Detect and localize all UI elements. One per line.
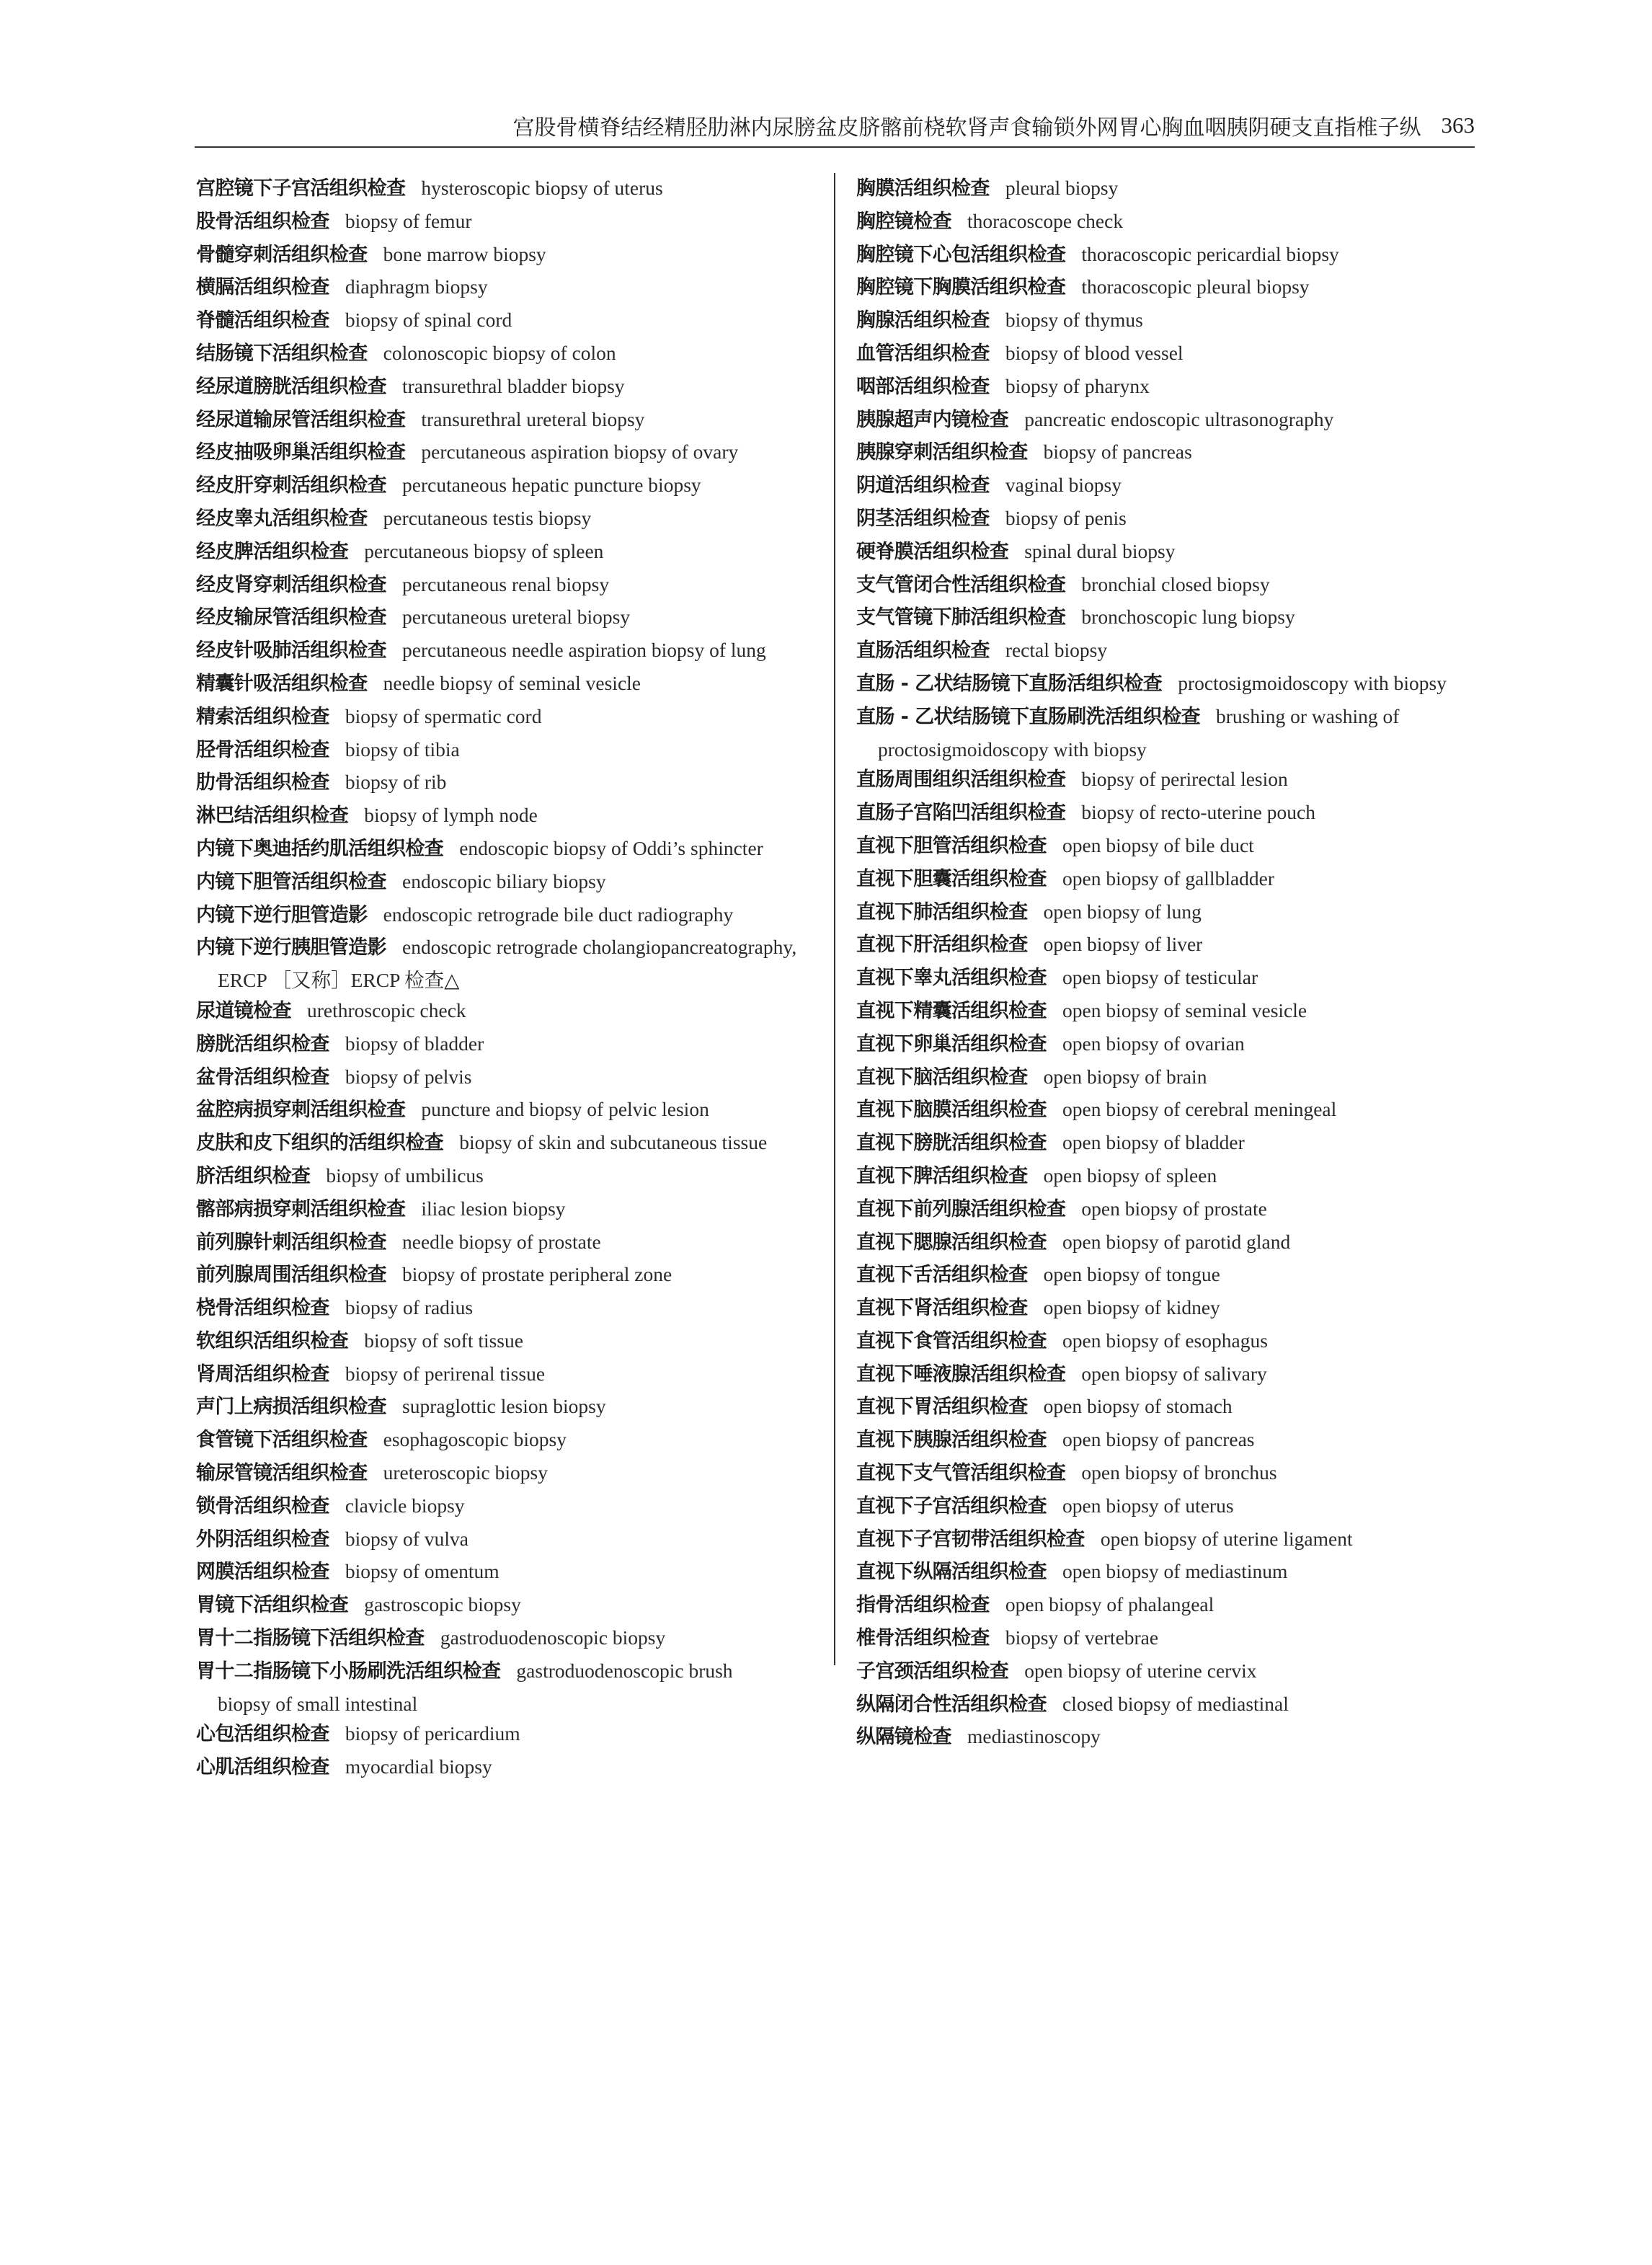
glossary-entry (856, 404, 1478, 438)
term-english: open biopsy of tongue (1043, 1263, 1220, 1286)
term-english: bronchial closed biopsy (1081, 572, 1270, 595)
column-divider (834, 173, 835, 1665)
glossary-entry (856, 272, 1478, 305)
term-english: brushing or washing of (1216, 704, 1400, 727)
glossary-entry (196, 1062, 830, 1095)
glossary-entry (856, 1161, 1478, 1194)
term-chinese: 内镜下逆行胆管造影 (196, 903, 368, 926)
term-chinese: 内镜下奥迪括约肌活组织检查 (196, 837, 444, 860)
glossary-entry (196, 1259, 830, 1293)
term-chinese: 支气管闭合性活组织检查 (856, 573, 1066, 596)
term-english: puncture and biopsy of pelvic lesion (421, 1098, 709, 1121)
term-english: thoracoscopic pleural biopsy (1081, 275, 1310, 298)
term-english: endoscopic retrograde bile duct radiography (383, 903, 734, 926)
glossary-entry (196, 833, 830, 866)
glossary-entry (196, 206, 830, 239)
term-chinese: 直视下肺活组织检查 (856, 900, 1028, 923)
term-chinese: 脐活组织检查 (196, 1164, 311, 1187)
left-column (196, 173, 830, 1785)
term-english: open biopsy of esophagus (1062, 1329, 1268, 1352)
term-chinese: 宫腔镜下子宫活组织检查 (196, 177, 406, 200)
term-english: colonoscopic biopsy of colon (383, 341, 616, 364)
glossary-entry (196, 1524, 830, 1557)
glossary-entry (196, 1391, 830, 1424)
term-english: vaginal biopsy (1005, 474, 1122, 497)
term-chinese: 精囊针吸活组织检查 (196, 672, 368, 695)
term-english: biopsy of omentum (345, 1560, 499, 1583)
glossary-entry (856, 1094, 1478, 1127)
term-chinese: 淋巴结活组织检查 (196, 805, 349, 828)
header-rule (195, 146, 1475, 148)
term-english: biopsy of vulva (345, 1527, 468, 1550)
glossary-entry (196, 569, 830, 603)
glossary-entry (196, 701, 830, 735)
term-english: biopsy of rib (345, 771, 447, 794)
term-english: mediastinoscopy (967, 1725, 1101, 1748)
term-english: bone marrow biopsy (383, 242, 546, 265)
glossary-entry (196, 1094, 830, 1127)
term-english-continuation: biopsy of small intestinal (218, 1692, 418, 1715)
term-english: thoracoscope check (967, 209, 1124, 232)
glossary-entry (856, 1524, 1478, 1557)
term-english: pancreatic endoscopic ultrasonography (1024, 407, 1334, 430)
term-english: needle biopsy of seminal vesicle (383, 671, 641, 694)
glossary-entry (856, 897, 1478, 930)
term-chinese: 阴茎活组织检查 (856, 507, 990, 530)
glossary-entry (196, 996, 830, 1029)
term-english: percutaneous aspiration biopsy of ovary (421, 440, 739, 464)
term-english: percutaneous hepatic puncture biopsy (402, 474, 701, 497)
glossary-entry (196, 735, 830, 768)
glossary-entry (856, 470, 1478, 503)
term-chinese: 支气管镜下肺活组织检查 (856, 606, 1066, 629)
term-chinese: 外阴活组织检查 (196, 1528, 329, 1551)
term-chinese: 直肠活组织检查 (856, 639, 990, 662)
term-chinese: 直肠周围组织活组织检查 (856, 768, 1066, 792)
glossary-entry (196, 1127, 830, 1161)
glossary-entry (856, 1194, 1478, 1227)
term-chinese: 经皮睾丸活组织检查 (196, 507, 368, 530)
glossary-entry (856, 1359, 1478, 1392)
term-english: biopsy of pharynx (1005, 374, 1150, 397)
header-index-characters: 宫股骨横脊结经精胫肋淋内尿膀盆皮脐髂前桡软肾声食输锁外网胃心胸血咽胰阴硬支直指椎子纵 (512, 115, 1421, 141)
term-chinese: 髂部病损穿刺活组织检查 (196, 1197, 406, 1220)
term-chinese: 经皮抽吸卵巢活组织检查 (196, 441, 406, 464)
term-english: biopsy of vertebrae (1005, 1626, 1159, 1649)
running-header (195, 105, 1475, 146)
term-chinese: 网膜活组织检查 (196, 1561, 329, 1584)
glossary-entry (196, 437, 830, 470)
glossary-entry (856, 1259, 1478, 1293)
term-chinese: 直视下肾活组织检查 (856, 1297, 1028, 1320)
glossary-entry (856, 305, 1478, 338)
term-english: esophagoscopic biopsy (383, 1428, 567, 1451)
term-english: hysteroscopic biopsy of uterus (421, 177, 663, 199)
term-chinese: 盆骨活组织检查 (196, 1065, 329, 1089)
term-english: closed biopsy of mediastinal (1062, 1692, 1289, 1715)
term-english: ureteroscopic biopsy (383, 1461, 548, 1484)
glossary-entry (856, 602, 1478, 635)
term-chinese: 心肌活组织检查 (196, 1756, 329, 1779)
glossary-entry (196, 371, 830, 404)
term-english-continuation: ERCP ［又称］ERCP 检查△ (218, 969, 460, 992)
glossary-entry (196, 1326, 830, 1359)
glossary-entry (856, 503, 1478, 536)
term-english: biopsy of radius (345, 1296, 474, 1319)
term-english: open biopsy of pancreas (1062, 1428, 1255, 1451)
glossary-entry (856, 635, 1478, 668)
term-chinese: 直视下子宫韧带活组织检查 (856, 1528, 1085, 1551)
term-chinese: 经尿道输尿管活组织检查 (196, 408, 406, 431)
glossary-entry (856, 1127, 1478, 1161)
term-chinese: 咽部活组织检查 (856, 375, 990, 398)
glossary-entry (196, 272, 830, 305)
term-chinese: 胸腔镜下心包活组织检查 (856, 243, 1066, 266)
term-chinese: 胸膜活组织检查 (856, 177, 990, 200)
term-chinese: 直视下睾丸活组织检查 (856, 967, 1047, 990)
term-chinese: 直视下胰腺活组织检查 (856, 1429, 1047, 1452)
term-chinese: 直视下膀胱活组织检查 (856, 1132, 1047, 1155)
glossary-entry (196, 635, 830, 668)
term-chinese: 直视下舌活组织检查 (856, 1264, 1028, 1287)
term-chinese: 直视下脾活组织检查 (856, 1164, 1028, 1187)
term-chinese: 经皮肾穿刺活组织检查 (196, 573, 386, 596)
glossary-entry (856, 1458, 1478, 1491)
glossary-entry (856, 1326, 1478, 1359)
term-english: biopsy of skin and subcutaneous tissue (459, 1131, 768, 1154)
term-english: open biopsy of bladder (1062, 1131, 1245, 1154)
glossary-entry (196, 239, 830, 272)
term-english: biopsy of spermatic cord (345, 704, 542, 727)
glossary-entry (856, 1227, 1478, 1260)
term-chinese: 脊髓活组织检查 (196, 309, 329, 332)
glossary-entry (196, 900, 830, 933)
glossary-entry (856, 569, 1478, 603)
glossary-entry (856, 371, 1478, 404)
term-chinese: 直视下纵隔活组织检查 (856, 1561, 1047, 1584)
term-english: endoscopic biliary biopsy (402, 869, 606, 892)
glossary-entry (196, 173, 830, 206)
glossary-entry (196, 404, 830, 438)
term-english: biopsy of soft tissue (364, 1329, 523, 1352)
glossary-entry (196, 1719, 830, 1752)
term-english-continuation: proctosigmoidoscopy with biopsy (878, 737, 1147, 761)
glossary-entry (856, 1424, 1478, 1458)
term-english: biopsy of recto-uterine pouch (1081, 801, 1315, 824)
glossary-entry (196, 1458, 830, 1491)
term-english: biopsy of bladder (345, 1032, 484, 1055)
term-chinese: 内镜下逆行胰胆管造影 (196, 936, 386, 959)
term-english: spinal dural biopsy (1024, 539, 1176, 562)
term-chinese: 直视下胆管活组织检查 (856, 834, 1047, 857)
term-english: open biopsy of uterine ligament (1100, 1527, 1353, 1550)
term-chinese: 桡骨活组织检查 (196, 1297, 329, 1320)
glossary-entry (856, 797, 1478, 830)
term-chinese: 皮肤和皮下组织的活组织检查 (196, 1132, 444, 1155)
term-chinese: 软组织活组织检查 (196, 1329, 349, 1352)
term-english: open biopsy of testicular (1062, 966, 1258, 989)
term-chinese: 前列腺周围活组织检查 (196, 1264, 386, 1287)
term-english: open biopsy of parotid gland (1062, 1230, 1291, 1253)
term-chinese: 直视下唾液腺活组织检查 (856, 1362, 1066, 1386)
term-english: open biopsy of uterus (1062, 1494, 1234, 1517)
term-english: diaphragm biopsy (345, 275, 488, 298)
term-english: percutaneous ureteral biopsy (402, 606, 631, 629)
glossary-entry (856, 173, 1478, 206)
term-english: supraglottic lesion biopsy (402, 1395, 606, 1418)
term-chinese: 直视下肝活组织检查 (856, 934, 1028, 957)
glossary-entry (856, 830, 1478, 864)
term-english: endoscopic biopsy of Oddi’s sphincter (459, 836, 763, 859)
term-english: biopsy of pericardium (345, 1722, 520, 1745)
glossary-entry (196, 1029, 830, 1062)
term-chinese: 骨髓穿刺活组织检查 (196, 243, 368, 266)
glossary-entry (196, 1590, 830, 1623)
glossary-entry (856, 437, 1478, 470)
term-chinese: 直视下支气管活组织检查 (856, 1462, 1066, 1485)
term-english: open biopsy of liver (1043, 933, 1203, 956)
term-chinese: 结肠镜下活组织检查 (196, 342, 368, 365)
term-english: open biopsy of salivary (1081, 1362, 1267, 1385)
term-english: open biopsy of bile duct (1062, 833, 1254, 856)
term-chinese: 硬脊膜活组织检查 (856, 540, 1009, 563)
glossary-entry (196, 470, 830, 503)
term-chinese: 膀胱活组织检查 (196, 1032, 329, 1055)
term-chinese: 股骨活组织检查 (196, 210, 329, 233)
glossary-entry (856, 1721, 1478, 1755)
term-chinese: 心包活组织检查 (196, 1723, 329, 1746)
term-chinese: 直肠 - 乙状结肠镜下直肠活组织检查 (856, 672, 1163, 695)
term-english: biopsy of pelvis (345, 1065, 472, 1088)
glossary-entry (196, 866, 830, 900)
glossary-entry (196, 1752, 830, 1785)
glossary-entry (196, 1656, 830, 1719)
term-chinese: 血管活组织检查 (856, 342, 990, 365)
glossary-entry (856, 962, 1478, 996)
glossary-entry (196, 932, 830, 996)
term-english: biopsy of prostate peripheral zone (402, 1263, 672, 1286)
term-english: biopsy of spinal cord (345, 309, 512, 332)
term-chinese: 肾周活组织检查 (196, 1362, 329, 1386)
term-chinese: 胃十二指肠镜下小肠刷洗活组织检查 (196, 1659, 501, 1683)
term-english: biopsy of femur (345, 209, 472, 232)
term-english: open biopsy of cerebral meningeal (1062, 1098, 1337, 1121)
glossary-entry (196, 536, 830, 569)
term-chinese: 声门上病损活组织检查 (196, 1396, 386, 1419)
term-english: open biopsy of stomach (1043, 1395, 1233, 1418)
term-english: biopsy of perirenal tissue (345, 1362, 546, 1385)
term-english: rectal biopsy (1005, 639, 1108, 662)
term-english: open biopsy of spleen (1043, 1163, 1217, 1187)
right-column (856, 173, 1478, 1755)
term-english: open biopsy of gallbladder (1062, 866, 1275, 890)
term-english: open biopsy of seminal vesicle (1062, 998, 1307, 1021)
term-english: transurethral bladder biopsy (402, 374, 625, 397)
glossary-entry (856, 338, 1478, 371)
glossary-entry (196, 1491, 830, 1524)
term-english: transurethral ureteral biopsy (421, 407, 645, 430)
glossary-entry (196, 602, 830, 635)
glossary-entry (856, 1656, 1478, 1689)
glossary-entry (856, 1029, 1478, 1062)
term-chinese: 经尿道膀胱活组织检查 (196, 375, 386, 398)
term-english: biopsy of lymph node (364, 804, 538, 827)
term-chinese: 输尿管镜活组织检查 (196, 1462, 368, 1485)
glossary-entry (196, 1424, 830, 1458)
term-english: urethroscopic check (307, 998, 466, 1021)
glossary-entry (196, 1293, 830, 1326)
term-english: open biopsy of ovarian (1062, 1032, 1245, 1055)
glossary-entry (856, 1623, 1478, 1656)
term-chinese: 锁骨活组织检查 (196, 1494, 329, 1517)
term-chinese: 直视下食管活组织检查 (856, 1329, 1047, 1352)
term-chinese: 横膈活组织检查 (196, 276, 329, 299)
term-chinese: 直视下脑膜活组织检查 (856, 1099, 1047, 1122)
term-english: biopsy of umbilicus (326, 1163, 484, 1187)
glossary-entry (196, 1227, 830, 1260)
glossary-entry (196, 668, 830, 701)
term-chinese: 子宫颈活组织检查 (856, 1659, 1009, 1683)
term-chinese: 食管镜下活组织检查 (196, 1429, 368, 1452)
glossary-entry (196, 1161, 830, 1194)
term-english: biopsy of penis (1005, 506, 1127, 529)
term-chinese: 胫骨活组织检查 (196, 738, 329, 761)
term-chinese: 内镜下胆管活组织检查 (196, 870, 386, 893)
glossary-entry (856, 1062, 1478, 1095)
term-english: biopsy of thymus (1005, 309, 1143, 332)
term-chinese: 胃十二指肠镜下活组织检查 (196, 1627, 425, 1650)
glossary-entry (856, 1590, 1478, 1623)
term-english: open biopsy of lung (1043, 900, 1202, 923)
term-english: biopsy of blood vessel (1005, 341, 1184, 364)
term-chinese: 经皮针吸肺活组织检查 (196, 639, 386, 662)
term-chinese: 尿道镜检查 (196, 999, 291, 1022)
glossary-entry (856, 1391, 1478, 1424)
glossary-entry (856, 1556, 1478, 1590)
term-english: proctosigmoidoscopy with biopsy (1178, 671, 1447, 694)
term-english: bronchoscopic lung biopsy (1081, 606, 1295, 629)
term-chinese: 直肠子宫陷凹活组织检查 (856, 802, 1066, 825)
term-chinese: 直视下脑活组织检查 (856, 1065, 1028, 1089)
term-chinese: 直视下卵巢活组织检查 (856, 1032, 1047, 1055)
term-english: gastroscopic biopsy (364, 1593, 521, 1616)
term-english: needle biopsy of prostate (402, 1230, 601, 1253)
term-chinese: 直视下腮腺活组织检查 (856, 1231, 1047, 1254)
term-chinese: 胰腺穿刺活组织检查 (856, 441, 1028, 464)
term-chinese: 胸腔镜下胸膜活组织检查 (856, 276, 1066, 299)
term-chinese: 经皮输尿管活组织检查 (196, 606, 386, 629)
term-chinese: 直视下精囊活组织检查 (856, 999, 1047, 1022)
term-english: gastroduodenoscopic biopsy (440, 1626, 666, 1649)
term-chinese: 纵隔镜检查 (856, 1726, 951, 1749)
glossary-entry (856, 206, 1478, 239)
glossary-entry (856, 864, 1478, 897)
term-chinese: 精索活组织检查 (196, 705, 329, 728)
glossary-entry (196, 1556, 830, 1590)
term-chinese: 胃镜下活组织检查 (196, 1594, 349, 1617)
term-chinese: 胸腔镜检查 (856, 210, 951, 233)
term-chinese: 纵隔闭合性活组织检查 (856, 1693, 1047, 1716)
term-chinese: 肋骨活组织检查 (196, 771, 329, 794)
glossary-entry (196, 338, 830, 371)
term-english: open biopsy of brain (1043, 1065, 1207, 1088)
glossary-entry (196, 1194, 830, 1227)
glossary-entry (196, 800, 830, 833)
glossary-entry (196, 503, 830, 536)
glossary-entry (856, 1293, 1478, 1326)
glossary-entry (196, 305, 830, 338)
term-english: open biopsy of kidney (1043, 1296, 1220, 1319)
glossary-entry (196, 767, 830, 800)
glossary-entry (856, 668, 1478, 701)
term-chinese: 经皮脾活组织检查 (196, 540, 349, 563)
term-chinese: 经皮肝穿刺活组织检查 (196, 474, 386, 497)
term-chinese: 阴道活组织检查 (856, 474, 990, 497)
glossary-entry (856, 536, 1478, 569)
term-chinese: 盆腔病损穿刺活组织检查 (196, 1099, 406, 1122)
term-chinese: 前列腺针刺活组织检查 (196, 1231, 386, 1254)
term-chinese: 指骨活组织检查 (856, 1594, 990, 1617)
term-english: endoscopic retrograde cholangiopancreatography, (402, 936, 797, 959)
term-english: gastroduodenoscopic brush (516, 1659, 733, 1682)
page-number: 363 (1441, 112, 1475, 138)
glossary-entry (856, 996, 1478, 1029)
glossary-entry (856, 1689, 1478, 1722)
term-english: percutaneous needle aspiration biopsy of lung (402, 639, 766, 662)
term-chinese: 胸腺活组织检查 (856, 309, 990, 332)
term-english: open biopsy of mediastinum (1062, 1560, 1288, 1583)
term-english: myocardial biopsy (345, 1755, 492, 1778)
term-english: biopsy of pancreas (1043, 440, 1192, 464)
term-english: percutaneous renal biopsy (402, 572, 610, 595)
term-english: open biopsy of prostate (1081, 1197, 1267, 1220)
glossary-entry (856, 1491, 1478, 1524)
glossary-entry (196, 1359, 830, 1392)
term-english: open biopsy of phalangeal (1005, 1593, 1214, 1616)
term-chinese: 直视下前列腺活组织检查 (856, 1197, 1066, 1220)
term-english: percutaneous biopsy of spleen (364, 539, 604, 562)
term-english: biopsy of tibia (345, 737, 460, 761)
term-english: iliac lesion biopsy (421, 1197, 566, 1220)
term-english: open biopsy of uterine cervix (1024, 1659, 1257, 1682)
glossary-entry (856, 239, 1478, 272)
term-english: open biopsy of bronchus (1081, 1461, 1277, 1484)
term-chinese: 直肠 - 乙状结肠镜下直肠刷洗活组织检查 (856, 705, 1201, 728)
term-english: biopsy of perirectal lesion (1081, 768, 1288, 791)
term-english: clavicle biopsy (345, 1494, 465, 1517)
term-chinese: 直视下子宫活组织检查 (856, 1494, 1047, 1517)
term-chinese: 胰腺超声内镜检查 (856, 408, 1009, 431)
term-english: pleural biopsy (1005, 177, 1119, 199)
glossary-entry (196, 1623, 830, 1656)
term-chinese: 直视下胆囊活组织检查 (856, 867, 1047, 890)
term-chinese: 椎骨活组织检查 (856, 1627, 990, 1650)
term-english: thoracoscopic pericardial biopsy (1081, 242, 1339, 265)
term-english: percutaneous testis biopsy (383, 506, 592, 529)
term-chinese: 直视下胃活组织检查 (856, 1396, 1028, 1419)
glossary-entry (856, 764, 1478, 797)
glossary-entry (856, 929, 1478, 962)
glossary-entry (856, 701, 1478, 765)
